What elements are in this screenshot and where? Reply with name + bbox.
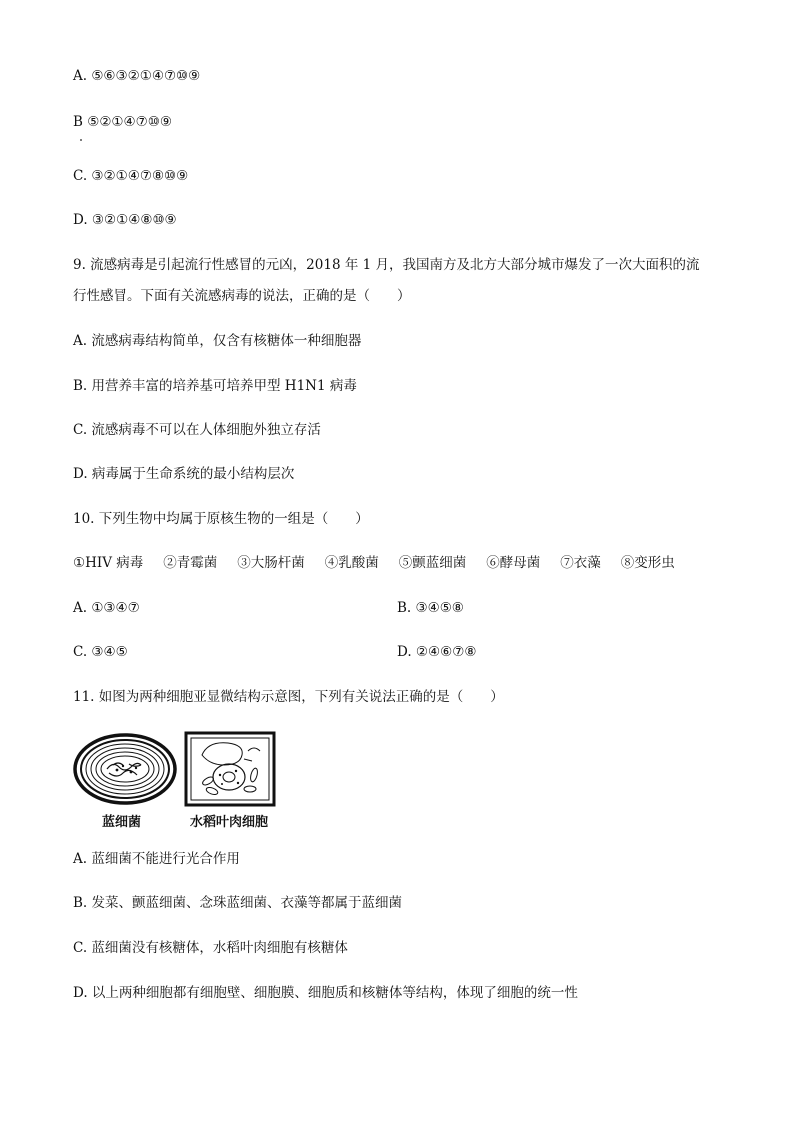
q9-option-d: D. 病毒属于生命系统的最小结构层次 (73, 466, 295, 482)
organism-item: ⑤颤蓝细菌 (398, 555, 467, 571)
organism-item: ④乳酸菌 (324, 555, 379, 571)
q11-option-b: B. 发菜、颤蓝细菌、念珠蓝细菌、衣藻等都属于蓝细菌 (73, 895, 403, 911)
cyanobacterium-diagram (73, 733, 177, 805)
q10-option-a: A. ①③④⑦ (73, 600, 140, 616)
organism-item: ⑧变形虫 (620, 555, 675, 571)
q11-stem: 11. 如图为两种细胞亚显微结构示意图，下列有关说法正确的是（ ） (73, 689, 504, 705)
organism-item: ⑥酵母菌 (486, 555, 541, 571)
q9-option-a: A. 流感病毒结构简单，仅含有核糖体一种细胞器 (73, 333, 362, 349)
organism-item: ①HIV 病毒 (73, 555, 144, 571)
q9-option-c: C. 流感病毒不可以在人体细胞外独立存活 (73, 422, 321, 438)
q10-option-b: B. ③④⑤⑧ (397, 600, 464, 616)
q10-option-d: D. ②④⑥⑦⑧ (397, 644, 477, 660)
rice-mesophyll-cell-diagram (184, 731, 276, 807)
q10-stem: 10. 下列生物中均属于原核生物的一组是（ ） (73, 511, 369, 527)
q9-stem-line2: 行性感冒。下面有关流感病毒的说法，正确的是（ ） (73, 288, 411, 304)
organism-item: ⑦衣藻 (560, 555, 601, 571)
q11-option-c: C. 蓝细菌没有核糖体，水稻叶肉细胞有核糖体 (73, 940, 348, 956)
organism-item: ②青霉菌 (163, 555, 218, 571)
q9-option-b: B. 用营养丰富的培养基可培养甲型 H1N1 病毒 (73, 378, 357, 394)
organism-item: ③大肠杆菌 (237, 555, 305, 571)
stray-dot (80, 139, 82, 141)
figure-caption-cyanobacterium: 蓝细菌 (102, 815, 142, 830)
q11-option-d: D. 以上两种细胞都有细胞壁、细胞膜、细胞质和核糖体等结构，体现了细胞的统一性 (73, 985, 578, 1001)
q10-option-c: C. ③④⑤ (73, 644, 128, 660)
figure-caption-rice-cell: 水稻叶肉细胞 (190, 815, 269, 830)
q9-stem-line1: 9. 流感病毒是引起流行性感冒的元凶，2018 年 1 月，我国南方及北方大部分城市爆发了一次大面积的流 (73, 257, 700, 273)
q10-organism-list (73, 554, 675, 572)
q8-option-a: A. ⑤⑥③②①④⑦⑩⑨ (73, 68, 201, 84)
q11-option-a: A. 蓝细菌不能进行光合作用 (73, 851, 240, 867)
q8-option-c: C. ③②①④⑦⑧⑩⑨ (73, 168, 189, 184)
q8-option-b: B ⑤②①④⑦⑩⑨ (73, 114, 172, 130)
q8-option-d: D. ③②①④⑧⑩⑨ (73, 212, 177, 228)
